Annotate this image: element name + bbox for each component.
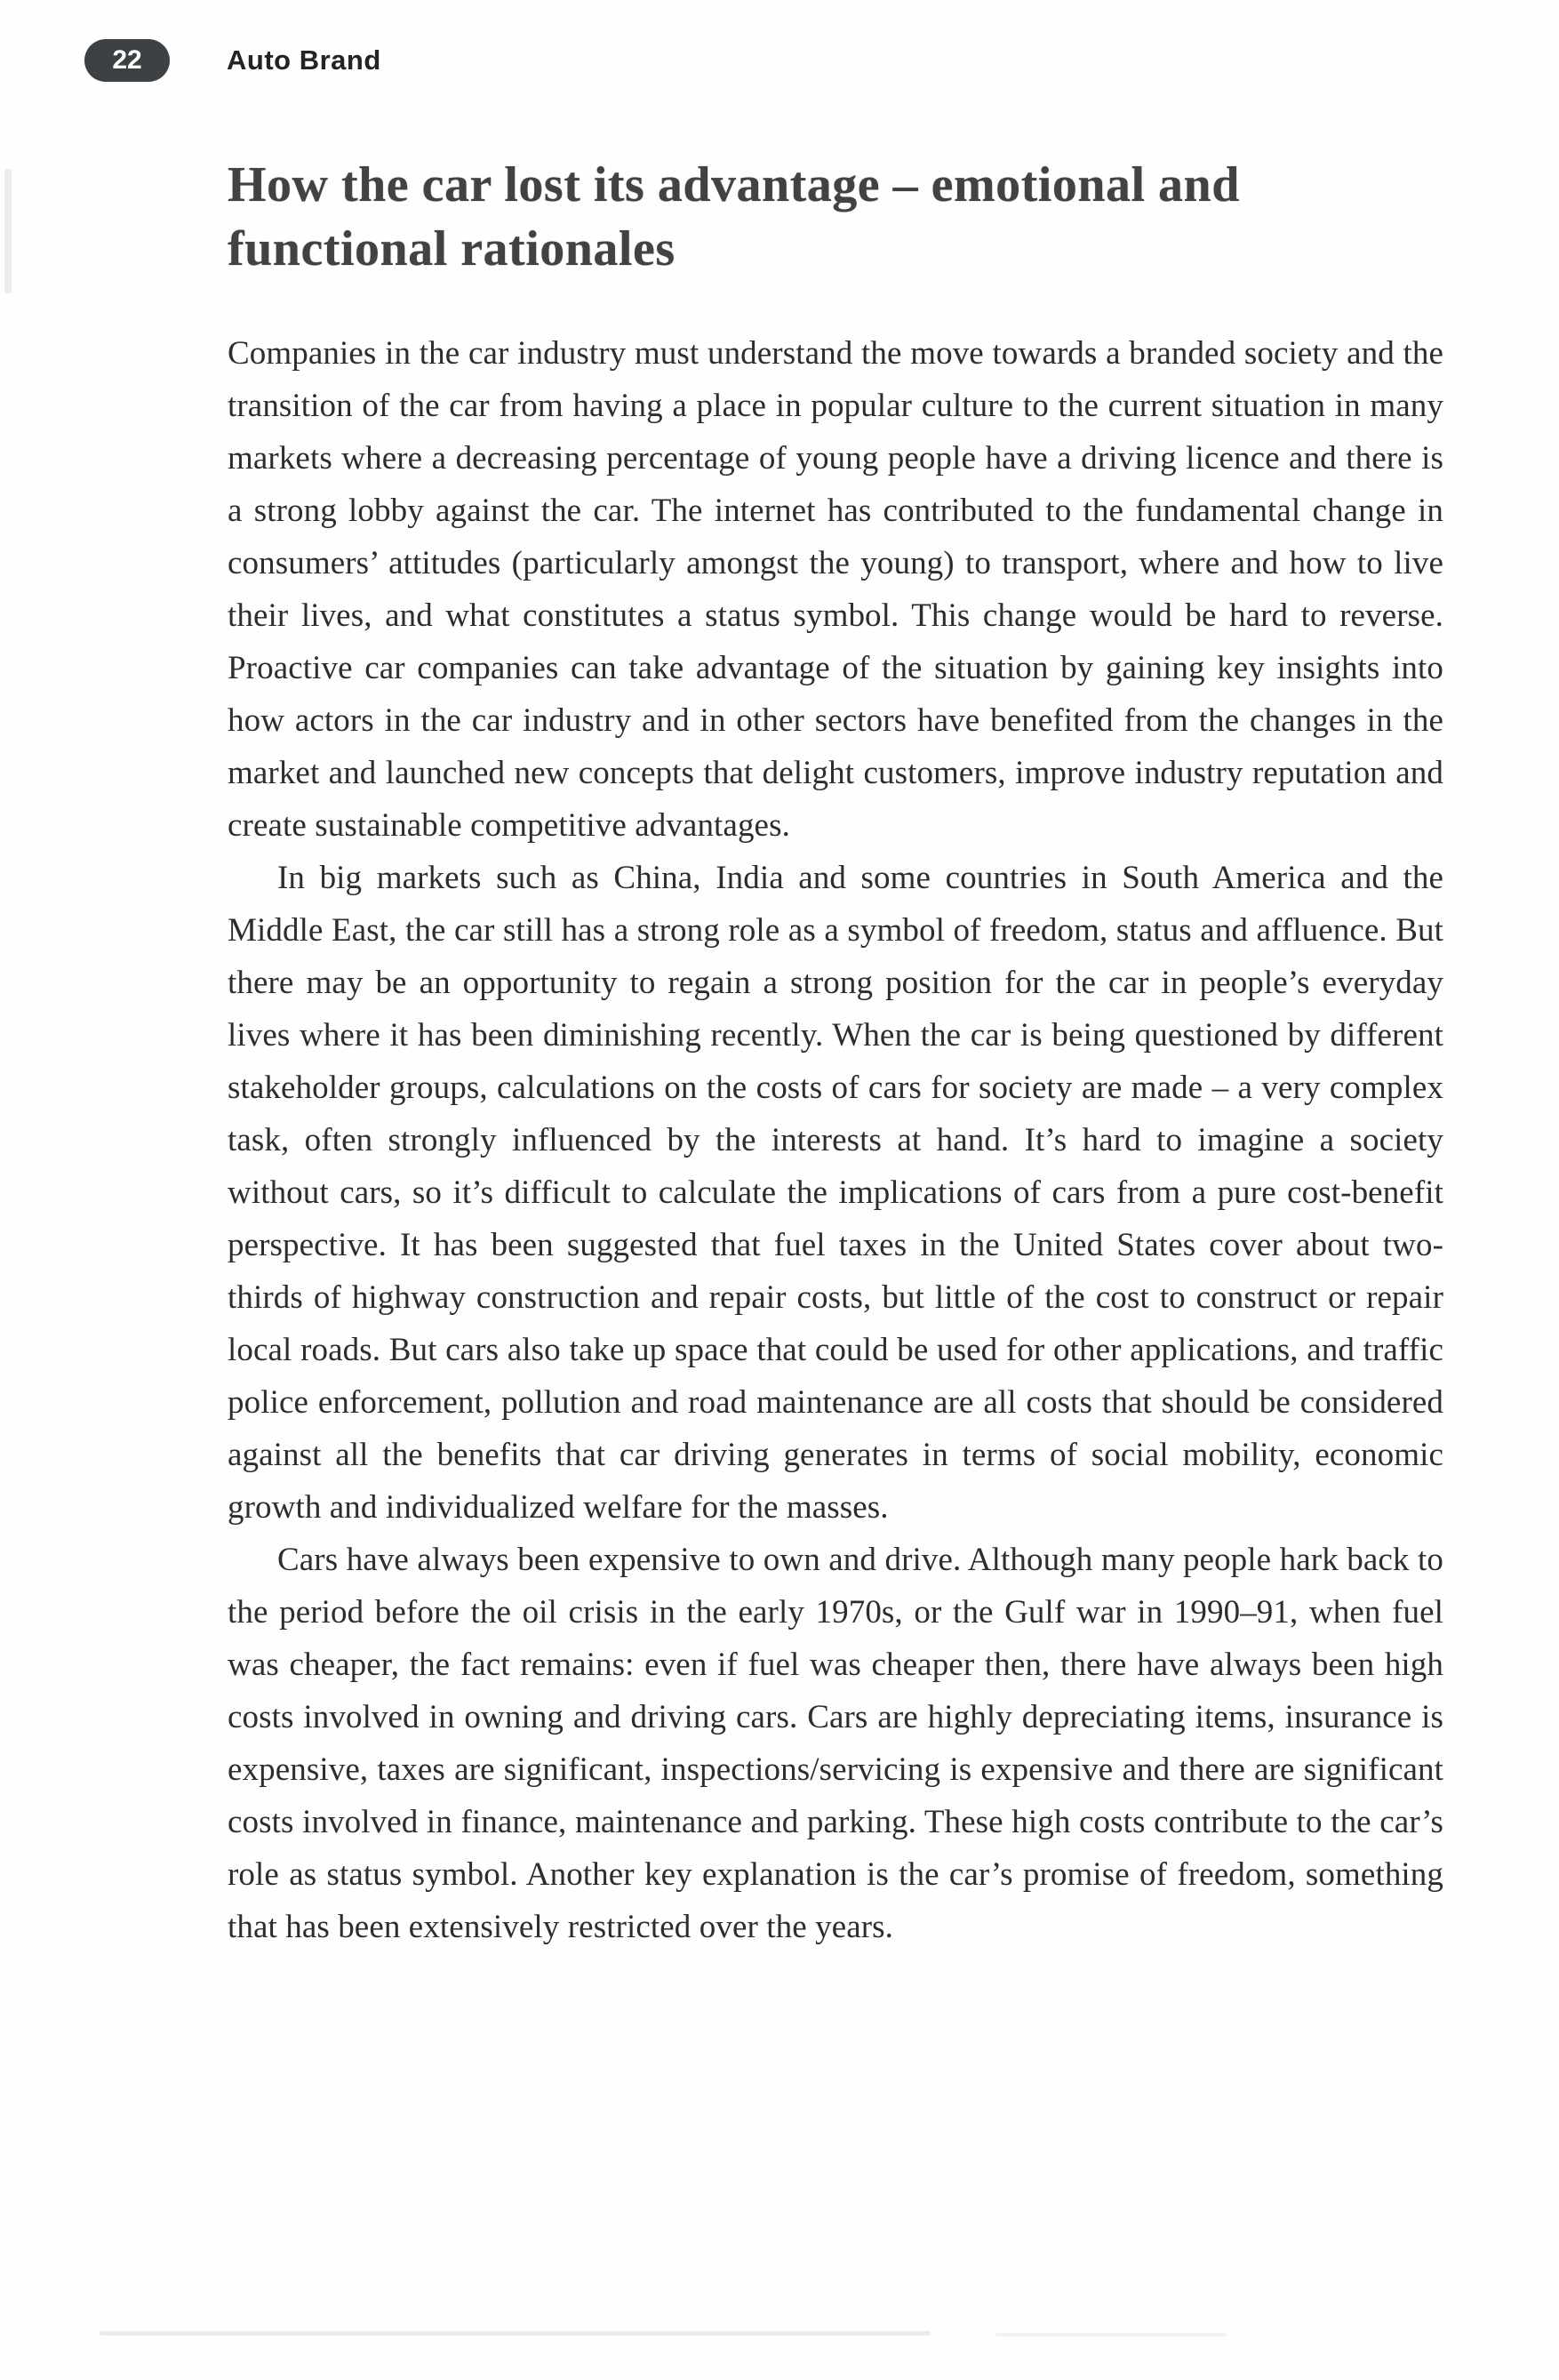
- section-heading: How the car lost its advantage – emotional and functional rationales: [228, 157, 1240, 276]
- paragraph-2: In big markets such as China, India and some countries in South America and the Middle East, the car still has a strong role as a symbol of freedom, status and affluence. But there may be an opportunity to regain a strong position for the car in people’s everyday lives where it has been diminishing recently. When the car is being questioned by different stakeholder groups, calculations on the costs of cars for society are made – a very complex task, often strongly influenced by the interests at hand. It’s hard to imagine a society without cars, so it’s difficult to calculate the implications of cars from a pure cost-benefit perspective. It has been suggested that fuel taxes in the United States cover about two-thirds of highway construction and repair costs, but little of the cost to construct or repair local roads. But cars also take up space that could be used for other applications, and traffic police enforcement, pollution and road maintenance are all costs that should be considered against all the benefits that car driving generates in terms of social mobility, economic growth and individualized welfare for the masses.: [228, 860, 1443, 1526]
- paragraph-1: Companies in the car industry must understand the move towards a branded society and the transition of the car from having a place in popular culture to the current situation in many markets where a decreasing percentage of young people have a driving licence and there is a strong lobby against the car. The internet has contributed to the fundamental change in consumers’ attitudes (particularly amongst the young) to transport, where and how to live their lives, and what constitutes a status symbol. This change would be hard to reverse. Proactive car companies can take advantage of the situation by gaining key insights into how actors in the car industry and in other sectors have benefited from the changes in the market and launched new concepts that delight customers, improve industry reputation and create sustainable competitive advantages.: [228, 335, 1443, 844]
- running-title: Auto Brand: [227, 44, 381, 76]
- page-number-badge: [84, 39, 170, 82]
- scan-artifact: [995, 2333, 1227, 2336]
- scan-artifact: [4, 169, 12, 293]
- scan-artifact: [100, 2331, 931, 2336]
- chapter-content: [228, 0, 1443, 1953]
- paragraph-3: Cars have always been expensive to own and drive. Although many people hark back to the period before the oil crisis in the early 1970s, or the Gulf war in 1990–91, when fuel was cheaper, the fact remains: even if fuel was cheaper then, there have always been high costs involved in owning and driving cars. Cars are highly depreciating items, insurance is expensive, taxes are significant, inspections/servicing is expensive and there are significant costs involved in finance, maintenance and parking. These high costs contribute to the car’s role as status symbol. Another key explanation is the car’s promise of freedom, something that has been extensively restricted over the years.: [228, 1542, 1443, 1945]
- page-number: 22: [112, 45, 142, 75]
